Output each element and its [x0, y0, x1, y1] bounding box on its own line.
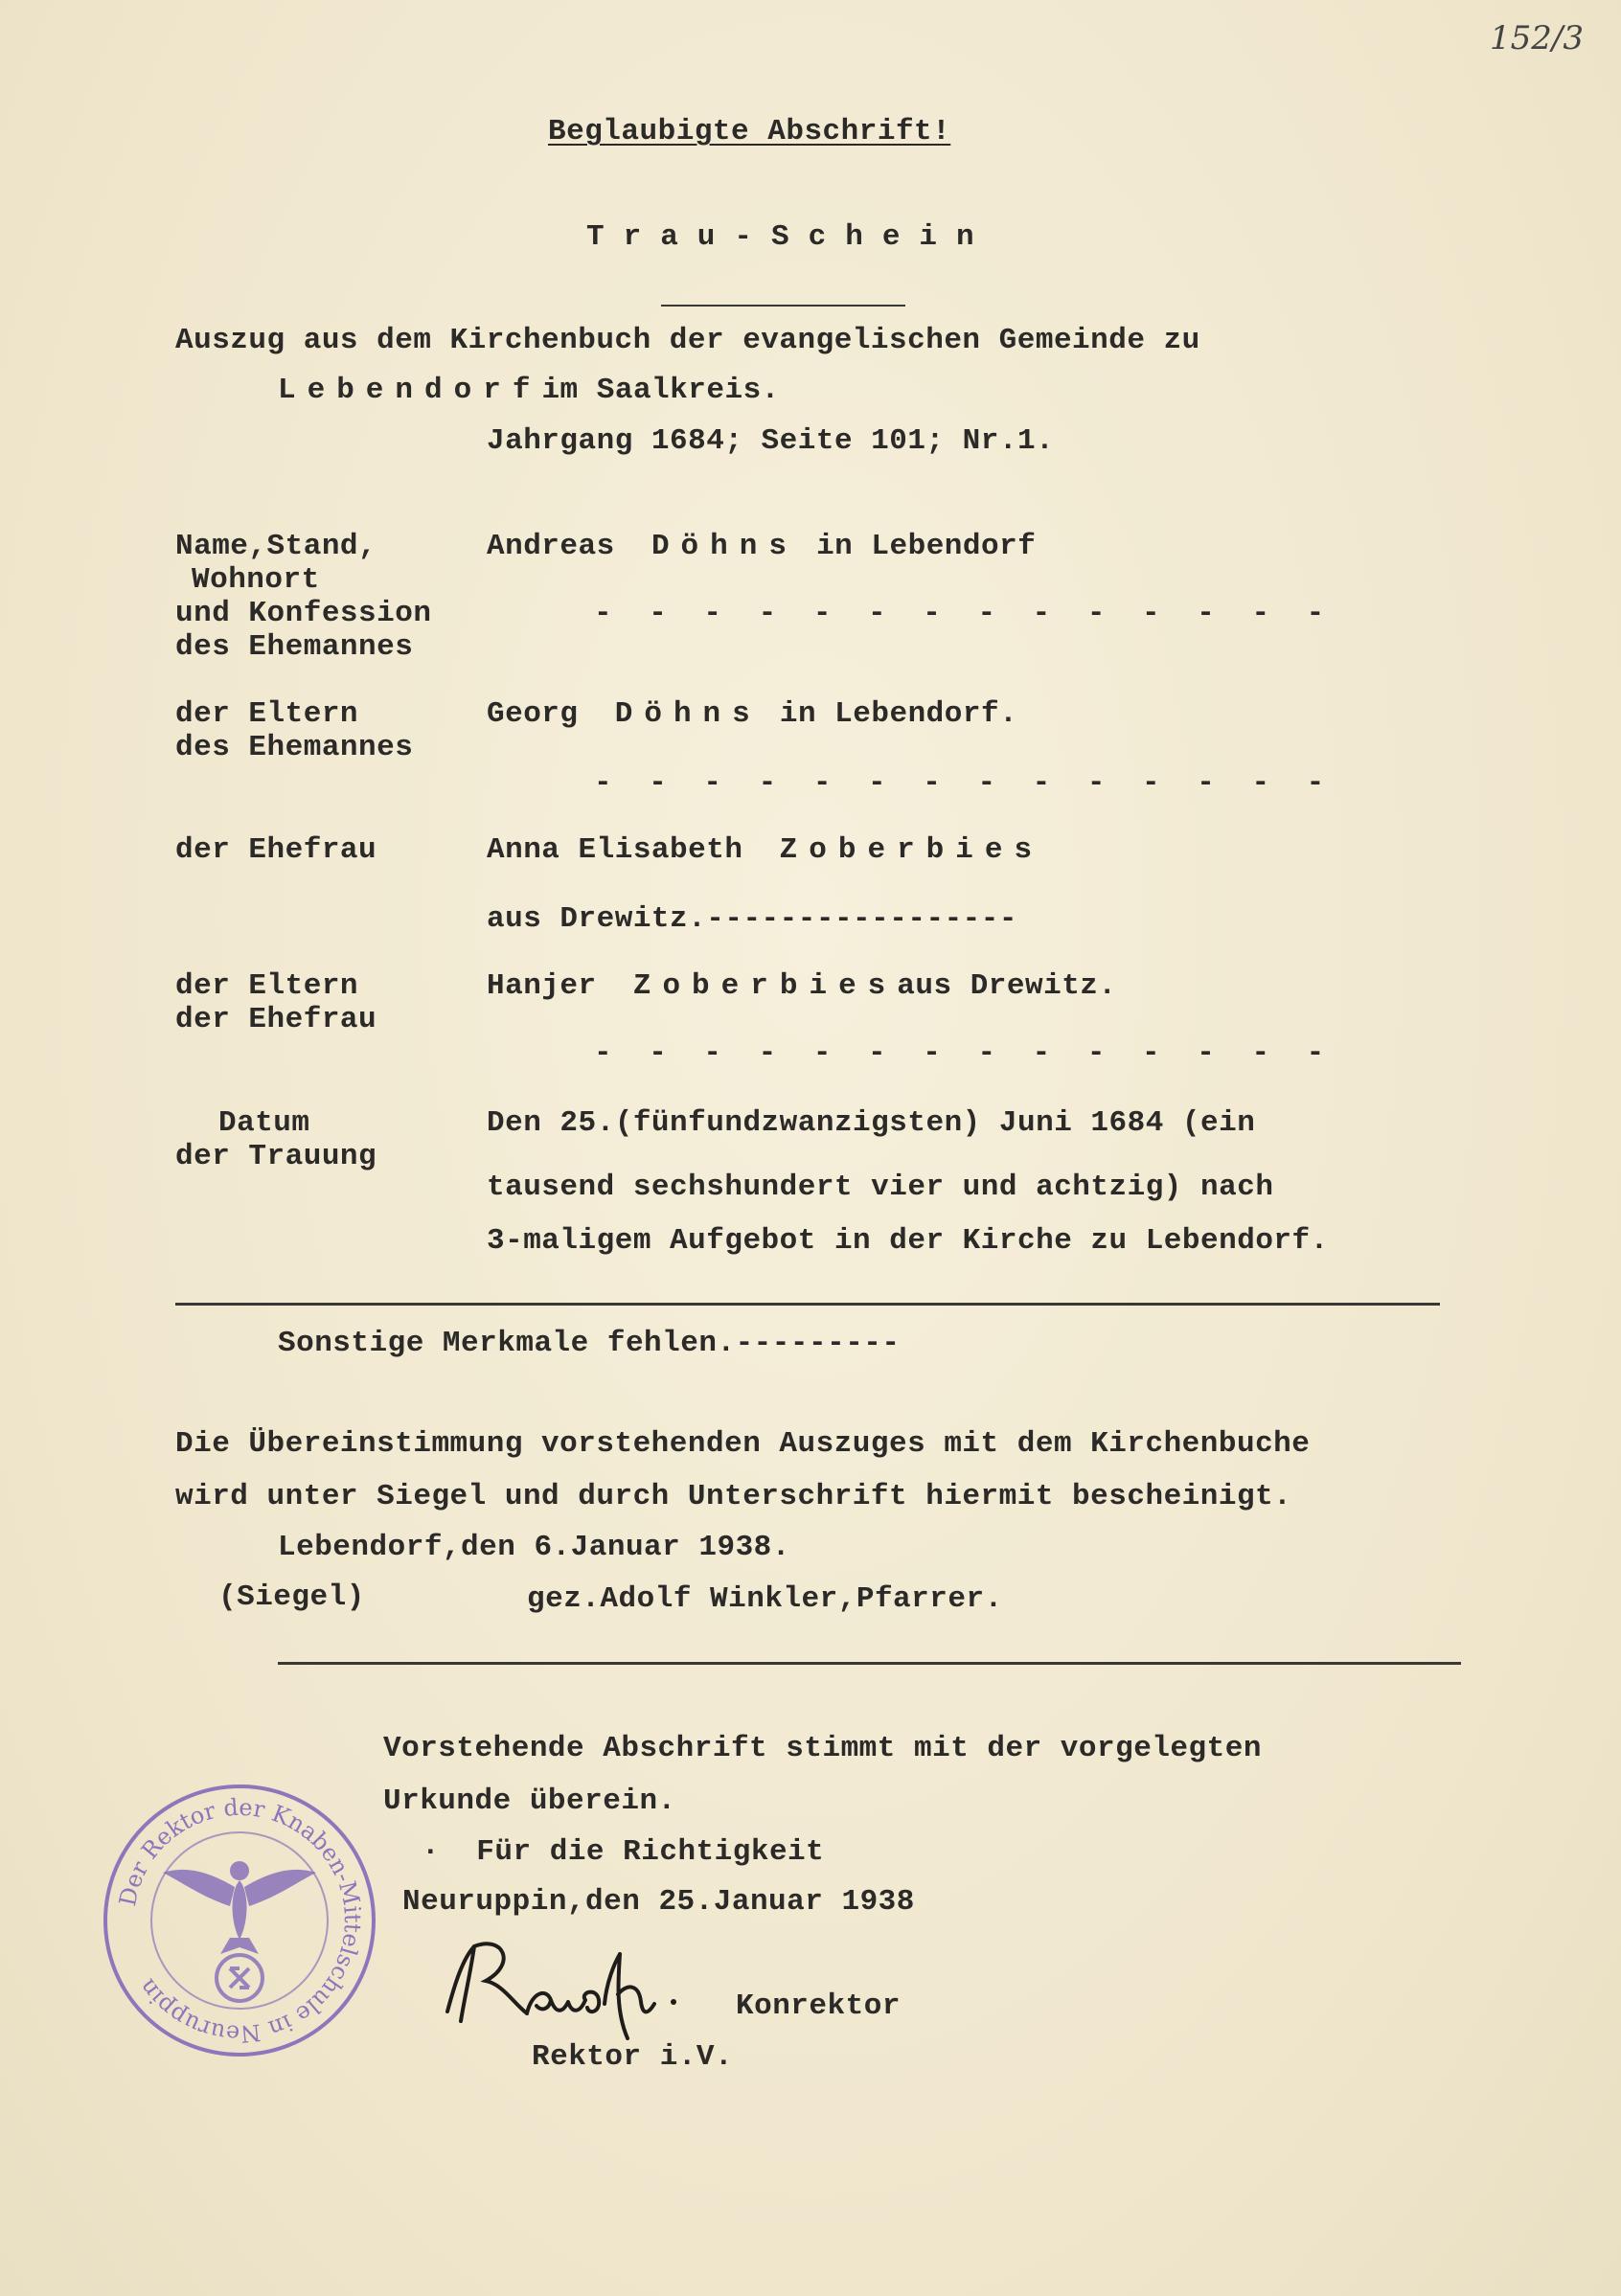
wife-parents-label-2: der Ehefrau	[175, 1003, 377, 1036]
husband-surname: Döhns	[651, 530, 798, 563]
husband-parents-value	[487, 697, 1017, 732]
wife-parents-label-1: der Eltern	[175, 969, 359, 1003]
attestation-title: Konrektor	[736, 1989, 901, 2023]
husband-label-3: und Konfession	[175, 597, 432, 630]
certification-place-date: Lebendorf,den 6.Januar 1938.	[278, 1531, 790, 1564]
section-rule-2	[278, 1662, 1461, 1665]
date-value-line-1: Den 25.(fünfundzwanzigsten) Juni 1684 (ein	[487, 1106, 1256, 1140]
husband-first-name: Andreas	[487, 530, 615, 563]
signature-image	[436, 1925, 714, 2050]
wife-father-surname: Zoberbies	[632, 969, 898, 1003]
other-marks-note: Sonstige Merkmale fehlen.---------	[278, 1327, 901, 1360]
certification-line-1: Die Übereinstimmung vorstehenden Auszuges mit dem Kirchenbuche	[175, 1427, 1311, 1461]
extract-line-3: Jahrgang 1684; Seite 101; Nr.1.	[487, 424, 1055, 458]
attestation-place-date: Neuruppin,den 25.Januar 1938	[402, 1885, 915, 1919]
certification-line-2: wird unter Siegel und durch Unterschrift hiermit bescheinigt.	[175, 1480, 1292, 1513]
extract-place: Lebendorf	[278, 374, 542, 407]
certification-signed: gez.Adolf Winkler,Pfarrer.	[527, 1582, 1003, 1616]
archive-reference: 152/3	[1490, 19, 1584, 57]
wife-father-residence: aus Drewitz.	[897, 969, 1117, 1003]
attestation-line-3: · Für die Richtigkeit	[422, 1835, 825, 1869]
wife-surname: Zoberbies	[779, 833, 1044, 867]
husband-residence: in Lebendorf	[816, 530, 1037, 563]
certification-seal: (Siegel)	[218, 1580, 365, 1614]
wife-value	[487, 833, 1043, 868]
wife-label: der Ehefrau	[175, 833, 377, 867]
husband-label-2: Wohnort	[192, 563, 320, 597]
date-label-2: der Trauung	[175, 1140, 377, 1173]
wife-first-names: Anna Elisabeth	[487, 833, 743, 867]
husband-label-1: Name,Stand,	[175, 530, 377, 563]
husband-parents-label-2: des Ehemannes	[175, 731, 414, 764]
husband-father-first-name: Georg	[487, 697, 579, 731]
title-rule	[661, 305, 905, 307]
extract-line-2	[278, 374, 780, 408]
date-label-1: Datum	[218, 1106, 310, 1140]
attestation-role: Rektor i.V.	[532, 2040, 734, 2074]
husband-dash-row: - - - - - - - - - - - - - -	[594, 597, 1335, 630]
heading-certified-copy: Beglaubigte Abschrift!	[548, 115, 951, 148]
wife-origin: aus Drewitz.-----------------	[487, 902, 1017, 936]
attestation-line-2: Urkunde überein.	[383, 1785, 676, 1818]
extract-place-rest: im Saalkreis.	[541, 374, 780, 407]
husband-label-4: des Ehemannes	[175, 630, 414, 664]
date-value-line-3: 3-maligem Aufgebot in der Kirche zu Lebendorf.	[487, 1224, 1329, 1258]
wife-father-first-name: Hanjer	[487, 969, 597, 1003]
wife-parents-dash-row: - - - - - - - - - - - - - -	[594, 1036, 1335, 1070]
stamp-ring-text: Der Rektor der Knaben-Mittelschule in Neuruppin	[113, 1793, 367, 2048]
official-stamp	[96, 1777, 383, 2064]
attestation-line-1: Vorstehende Abschrift stimmt mit der vorgelegten	[383, 1732, 1262, 1765]
wife-parents-value	[487, 969, 1117, 1004]
husband-father-surname: Döhns	[614, 697, 762, 731]
husband-father-residence: in Lebendorf.	[779, 697, 1018, 731]
section-rule-1	[175, 1303, 1440, 1306]
husband-value	[487, 530, 1036, 564]
husband-parents-label-1: der Eltern	[175, 697, 359, 731]
husband-parents-dash-row: - - - - - - - - - - - - - -	[594, 766, 1335, 800]
date-value-line-2: tausend sechshundert vier und achtzig) nach	[487, 1171, 1274, 1204]
eagle-emblem-icon	[163, 1861, 316, 1954]
document-title: Trau-Schein	[586, 220, 993, 254]
extract-line-1: Auszug aus dem Kirchenbuch der evangelischen Gemeinde zu	[175, 324, 1200, 357]
